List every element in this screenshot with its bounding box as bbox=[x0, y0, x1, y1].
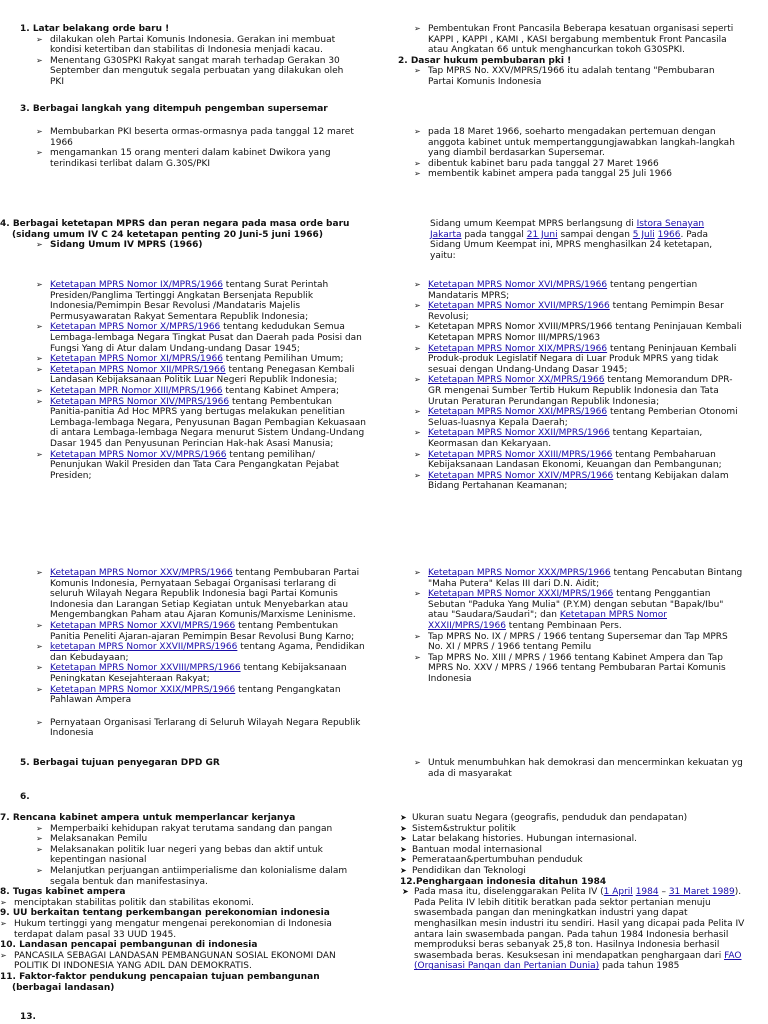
section-4-right bbox=[414, 280, 744, 492]
list-item: ➢ Ketetapan MPRS Nomor XIV/MPRS/1966 tentang Pembentukan Panitia-panitia Ad Hoc MPRS yang bertugas melakukan penelitian Lembaga-lembaga Negara, Penyusunan Bagan Pembagian Kekuasaan di antara Lembaga-lembaga Negara menurut Sistem Undang-Undang Dasar 1945 dan Penyusunan Perincian Hak-hak Asasi Manusia; bbox=[36, 397, 366, 450]
list-item: ➢ Membubarkan PKI beserta ormas-ormasnya pada tanggal 12 maret 1966 bbox=[36, 127, 366, 148]
list-item: ➢ Melanjutkan perjuangan antiimperialisme dan kolonialisme dalam segala bentuk dan manifestasinya. bbox=[36, 866, 370, 887]
link-31-maret[interactable]: 31 Maret 1989 bbox=[668, 887, 735, 898]
tap-link[interactable]: Ketetapan MPRS Nomor XV/MPRS/1966 bbox=[50, 449, 227, 460]
tap-link[interactable]: Ketetapan MPRS Nomor XXXII/MPRS/1966 bbox=[428, 610, 667, 631]
list-item: ➢ Ketetapan MPRS Nomor XXX/MPRS/1966 tentang Pencabutan Bintang "Maha Putera" Kelas III dari D.N. Aidit; bbox=[414, 568, 744, 589]
link-1966[interactable]: 1966 bbox=[657, 229, 681, 240]
section-10-text: ➢ PANCASILA SEBAGAI LANDASAN PEMBANGUNAN SOSIAL EKONOMI DAN POLITIK DI INDONESIA YANG ADIL DAN DEMOKRATIS. bbox=[0, 951, 370, 972]
link-5-juli[interactable]: 5 Juli bbox=[632, 229, 655, 240]
link-1-april[interactable]: 1 April bbox=[603, 887, 633, 898]
section-2-title: 2. Dasar hukum pembubaran pki ! bbox=[398, 55, 572, 66]
tap-link[interactable]: Ketetapan MPRS Nomor XVI/MPRS/1966 bbox=[428, 280, 608, 290]
list-item: ➤ Latar belakang histories. Hubungan internasional. bbox=[400, 834, 745, 845]
list-item: ➢ mengamankan 15 orang menteri dalam kabinet Dwikora yang terindikasi terlibat dalam G.30S/PKI bbox=[36, 148, 366, 169]
list-item: ➢ Pembentukan Front Pancasila Beberapa kesatuan organisasi seperti KAPPI , KAPPI , KAMI , KASI bergabung membentuk Front Pancasila atau Angkatan 66 untuk menghancurkan tokoh G30SPKI. bbox=[414, 24, 743, 56]
section-11-title: 11. Faktor-faktor pendukung pencapaian tujuan pembangunan bbox=[0, 971, 320, 982]
section-4-left bbox=[36, 280, 366, 481]
section-4-right-2 bbox=[414, 568, 744, 685]
tap-link[interactable]: Ketetapan MPRS Nomor XXV/MPRS/1966 bbox=[50, 568, 233, 578]
section-8-title: 8. Tugas kabinet ampera bbox=[0, 887, 126, 898]
tap-link[interactable]: Ketetapan MPRS Nomor XXXI/MPRS/1966 bbox=[428, 589, 614, 600]
tap-link[interactable]: Ketetapan MPRS Nomor XII/MPRS/1966 bbox=[50, 364, 226, 375]
link-21-juni[interactable]: 21 Juni bbox=[526, 229, 558, 240]
link-fao[interactable]: FAO bbox=[724, 950, 742, 961]
list-item: ➢ Ketetapan MPRS Nomor XXIII/MPRS/1966 tentang Pembaharuan Kebijaksanaan Landasan Ekonomi, Keuangan dan Pembangunan; bbox=[414, 450, 744, 471]
section-4-subtitle: (sidang umum IV C 24 ketetapan penting 20 Juni-5 juni 1966) bbox=[12, 229, 323, 240]
list-item: ➢ Ketetapan MPRS Nomor XXII/MPRS/1966 tentang Kepartaian, Keormasan dan Kekaryaan. bbox=[414, 428, 744, 449]
list-item: ➢ Ketetapan MPRS Nomor XIX/MPRS/1966 tentang Peninjauan Kembali Produk-produk Legislatif Negara di Luar Produk MPRS yang tidak sesuai dengan Undang-Undang Dasar 1945; bbox=[414, 344, 744, 376]
link-1984[interactable]: 1984 bbox=[635, 887, 659, 898]
list-item: ➢ dibentuk kabinet baru pada tanggal 27 Maret 1966 bbox=[414, 159, 744, 170]
section-4-left-2 bbox=[36, 568, 366, 739]
list-item: ➢ Tap MPRS No. XIII / MPRS / 1966 tentang Kabinet Ampera dan Tap MPRS No. XXV / MPRS / 1966 tentang Pembubaran Partai Komunis Indonesia bbox=[414, 653, 744, 685]
tap-link[interactable]: ketetapan MPRS Nomor XXVII/MPRS/1966 bbox=[50, 642, 238, 653]
list-item: ➢ Ketetapan MPRS Nomor XVII/MPRS/1966 tentang Pemimpin Besar Revolusi; bbox=[414, 301, 744, 322]
tap-link[interactable]: Ketetapan MPRS Nomor XXX/MPRS/1966 bbox=[428, 568, 611, 578]
tap-link[interactable]: Ketetapan MPRS Nomor XXII/MPRS/1966 bbox=[428, 428, 610, 439]
list-item: ➢ Ketetapan MPRS Nomor XXIX/MPRS/1966 tentang Pengangkatan Pahlawan Ampera bbox=[36, 685, 366, 706]
section-9-text: ➢ Hukum tertinggi yang mengatur mengenai perekonomian di Indonesia terdapat dalam pasal 33 UUD 1945. bbox=[0, 919, 370, 940]
section-3 bbox=[20, 104, 380, 115]
list-item: ➢ pada 18 Maret 1966, soeharto mengadakan pertemuan dengan anggota kabinet untuk mempertanggungjawabkan langkah-langkah yang diambil berdasarkan Supersemar. bbox=[414, 127, 744, 159]
list-item: ➤ Sistem&struktur politik bbox=[400, 824, 745, 835]
section-6 bbox=[20, 792, 80, 803]
section-7-title: 7. Rencana kabinet ampera untuk memperlancar kerjanya bbox=[0, 813, 296, 823]
list-item: ➢ Melaksanakan politik luar negeri yang bebas dan aktif untuk kepentingan nasional bbox=[36, 845, 370, 866]
list-item: ➤ Ukuran suatu Negara (geografis, penduduk dan pendapatan) bbox=[400, 813, 745, 824]
sections-11-12-right bbox=[400, 813, 745, 972]
section-5 bbox=[20, 758, 360, 769]
section-9-title: 9. UU berkaitan tentang perkembangan perekonomian indonesia bbox=[0, 908, 330, 919]
list-item: ➢ Pernyataan Organisasi Terlarang di Seluruh Wilayah Negara Republik Indonesia bbox=[36, 718, 366, 739]
list-item: ➢ Memperbaiki kehidupan rakyat terutama sandang dan pangan bbox=[36, 824, 370, 835]
tap-link[interactable]: Ketetapan MPRS Nomor XXVI/MPRS/1966 bbox=[50, 620, 236, 631]
list-item: ➢ Melaksanakan Pemilu bbox=[36, 834, 370, 845]
section-10-title: 10. Landasan pencapai pembangunan di indonesia bbox=[0, 940, 258, 951]
list-item: ➤ Bantuan modal internasional bbox=[400, 845, 745, 856]
sections-7-11 bbox=[0, 813, 370, 993]
list-item: ➢ Ketetapan MPRS Nomor XXVIII/MPRS/1966 tentang Kebijaksanaan Peningkatan Kesejahteraan Rakyat; bbox=[36, 663, 366, 684]
tap-link[interactable]: Ketetapan MPRS Nomor XXIII/MPRS/1966 bbox=[428, 449, 613, 460]
list-item: ➢ Untuk menumbuhkan hak demokrasi dan mencerminkan kekuatan yg ada di masyarakat bbox=[414, 758, 744, 779]
list-item: ➢ membentik kabinet ampera pada tanggal 25 Juli 1966 bbox=[414, 169, 744, 180]
list-item: ➢ Ketetapan MPRS Nomor X/MPRS/1966 tentang kedudukan Semua Lembaga-lembaga Negara Tingkat Pusat dan Daerah pada Posisi dan Fungsi Yang di Atur dalam Undang-undang Dasar 1945; bbox=[36, 322, 366, 354]
list-item: ➢ Ketetapan MPRS Nomor XXIV/MPRS/1966 tentang Kebijakan dalam Bidang Pertahanan Keamanan; bbox=[414, 471, 744, 492]
section-1-right bbox=[398, 24, 743, 88]
list-item: ➢ Ketetapan MPRS Nomor XVI/MPRS/1966 tentang pengertian Mandataris MPRS; bbox=[414, 280, 744, 301]
list-item: ➢ dilakukan oleh Partai Komunis Indonesia. Gerakan ini membuat kondisi ketertiban dan stabilitas di Indonesia menjadi kacau. bbox=[36, 35, 350, 56]
section-4-title: 4. Berbagai ketetapan MPRS dan peran negara pada masa orde baru bbox=[0, 219, 350, 229]
section-8-text: ➢ menciptakan stabilitas politik dan stabilitas ekonomi. bbox=[0, 898, 370, 909]
link-fao-full[interactable]: (Organisasi Pangan dan Pertanian Dunia) bbox=[414, 961, 600, 972]
list-item: ➢ Tap MPRS No. XXV/MPRS/1966 itu adalah tentang "Pembubaran Partai Komunis Indonesia bbox=[414, 66, 743, 87]
link-istora[interactable]: Istora Senayan Jakarta bbox=[430, 219, 705, 240]
list-item: ➢ Ketetapan MPRS Nomor XI/MPRS/1966 tentang Pemilihan Umum; bbox=[36, 354, 366, 365]
section-3-title: 3. Berbagai langkah yang ditempuh pengemban supersemar bbox=[20, 104, 328, 114]
section-3-left bbox=[36, 127, 366, 169]
list-item: ➢ Ketetapan MPRS Nomor XXVI/MPRS/1966 tentang Pembentukan Panitia Peneliti Ajaran-ajaran Pemimpin Besar Revolusi Bung Karno; bbox=[36, 621, 366, 642]
tap-link[interactable]: Ketetapan MPRS Nomor XVII/MPRS/1966 bbox=[428, 301, 610, 312]
section-5-title: 5. Berbagai tujuan penyegaran DPD GR bbox=[20, 758, 220, 768]
section-1-title: 1. Latar belakang orde baru ! bbox=[20, 24, 170, 34]
section-4-session: ➢ Sidang Umum IV MPRS (1966) bbox=[36, 240, 380, 251]
tap-link[interactable]: Ketetapan MPRS Nomor XIX/MPRS/1966 bbox=[428, 343, 608, 354]
intro-paragraph: Sidang umum Keempat MPRS berlangsung di Istora Senayan Jakarta pada tanggal 21 Juni sampai dengan 5 Juli 1966. Pada Sidang Umum Keempat ini, MPRS menghasilkan 24 ketetapan, yaitu: bbox=[430, 219, 713, 261]
list-item: ➢ Tap MPRS No. IX / MPRS / 1966 tentang Supersemar dan Tap MPRS No. XI / MPRS / 1966 tentang Pemilu bbox=[414, 632, 744, 653]
tap-link[interactable]: Ketetapan MPRS Nomor XIV/MPRS/1966 bbox=[50, 396, 230, 407]
list-item: ➢ Ketetapan MPR Nomor XIII/MPRS/1966 tentang Kabinet Ampera; bbox=[36, 386, 366, 397]
section-12-title: 12.Penghargaan indonesia ditahun 1984 bbox=[400, 876, 607, 887]
section-11-subtitle: (berbagai landasan) bbox=[12, 982, 115, 993]
tap-link[interactable]: Ketetapan MPR Nomor XIII/MPRS/1966 bbox=[50, 385, 223, 396]
section-4-intro bbox=[430, 219, 720, 261]
section-13-title: 13. bbox=[20, 1012, 36, 1022]
list-item: ➢ Ketetapan MPRS Nomor XVIII/MPRS/1966 tentang Peninjauan Kembali Ketetapan MPRS Nomor III/MPRS/1963 bbox=[414, 322, 744, 343]
section-13 bbox=[20, 1012, 80, 1023]
list-item: ➢ Ketetapan MPRS Nomor XX/MPRS/1966 tentang Memorandum DPR-GR mengenai Sumber Tertib Hukum Republik Indonesia dan Tata Urutan Peraturan Perundangan Republik Indonesia; bbox=[414, 375, 744, 407]
list-item: ➢ Ketetapan MPRS Nomor XXV/MPRS/1966 tentang Pembubaran Partai Komunis Indonesia, Pernyataan Sebagai Organisasi terlarang di seluruh Wilayah Negara Republik Indonesia bagi Partai Komunis Indonesia dan Larangan Setiap Kegiatan untuk Menyebarkan atau Mengembangkan Paham atau Ajaran Komunis/Marxisme Leninisme. bbox=[36, 568, 366, 621]
tap-link[interactable]: Ketetapan MPRS Nomor XX/MPRS/1966 bbox=[428, 375, 605, 386]
list-item: ➤ Pemerataan&pertumbuhan penduduk bbox=[400, 855, 745, 866]
list-item: ➢ ketetapan MPRS Nomor XXVII/MPRS/1966 tentang Agama, Pendidikan dan Kebudayaan; bbox=[36, 642, 366, 663]
section-6-title: 6. bbox=[20, 792, 30, 802]
tap-link[interactable]: Ketetapan MPRS Nomor XXI/MPRS/1966 bbox=[428, 407, 608, 418]
tap-link[interactable]: Ketetapan MPRS Nomor IX/MPRS/1966 bbox=[50, 280, 223, 290]
section-3-right bbox=[414, 127, 744, 180]
tap-link[interactable]: Ketetapan MPRS Nomor XXIV/MPRS/1966 bbox=[428, 470, 614, 481]
tap-link[interactable]: Ketetapan MPRS Nomor XXIX/MPRS/1966 bbox=[50, 684, 236, 695]
section-1 bbox=[20, 24, 350, 88]
section-4-header bbox=[0, 219, 380, 251]
list-item: ➢ Ketetapan MPRS Nomor XII/MPRS/1966 tentang Penegasan Kembali Landasan Kebijaksanaan Politik Luar Negeri Republik Indonesia; bbox=[36, 365, 366, 386]
section-12-paragraph: ➤ Pada masa itu, diselenggarakan Pelita IV (1 April 1984 – 31 Maret 1989). Pada Pelita IV lebih dititik beratkan pada sektor pertanian menuju swasembada pangan dan meningkatkan industri yang dapat menghasilkan mesin industri itu sendiri. Hasil yang dicapai pada Pelita IV antara lain swasembada pangan. Pada tahun 1984 Indonesia berhasil memproduksi beras sebanyak 25,8 ton. Hasilnya Indonesia berhasil swasembada beras. Kesuksesan ini mendapatkan penghargaan dari FAO (Organisasi Pangan dan Pertanian Dunia) pada tahun 1985 bbox=[402, 887, 745, 972]
list-item: ➢ Ketetapan MPRS Nomor IX/MPRS/1966 tentang Surat Perintah Presiden/Panglima Tertinggi Angkatan Bersenjata Republik Indonesia/Pemimpin Besar Revolusi /Mandataris Majelis Permusyawaratan Rakyat Sementara Republik Indonesia; bbox=[36, 280, 366, 322]
tap-link[interactable]: Ketetapan MPRS Nomor XXVIII/MPRS/1966 bbox=[50, 663, 241, 674]
section-5-right bbox=[414, 758, 744, 779]
list-item: ➢ Ketetapan MPRS Nomor XV/MPRS/1966 tentang pemilihan/ Penunjukan Wakil Presiden dan Tata Cara Pengangkatan Pejabat Presiden; bbox=[36, 450, 366, 482]
list-item: ➢ Ketetapan MPRS Nomor XXI/MPRS/1966 tentang Pemberian Otonomi Seluas-luasnya Kepala Daerah; bbox=[414, 407, 744, 428]
tap-link[interactable]: Ketetapan MPRS Nomor X/MPRS/1966 bbox=[50, 322, 221, 333]
list-item: ➤ Pendidikan dan Teknologi bbox=[400, 866, 745, 877]
list-item: ➢ Ketetapan MPRS Nomor XXXI/MPRS/1966 tentang Penggantian Sebutan "Paduka Yang Mulia" (P.Y.M) dengan sebutan "Bapak/Ibu" atau "Saudara/Saudari"; dan Ketetapan MPRS Nomor XXXII/MPRS/1966 tentang Pembinaan Pers. bbox=[414, 589, 744, 631]
tap-link[interactable]: Ketetapan MPRS Nomor XI/MPRS/1966 bbox=[50, 354, 223, 365]
list-item: ➢ Menentang G30SPKI Rakyat sangat marah terhadap Gerakan 30 September dan mengutuk segala perbuatan yang dilakukan oleh PKI bbox=[36, 56, 350, 88]
